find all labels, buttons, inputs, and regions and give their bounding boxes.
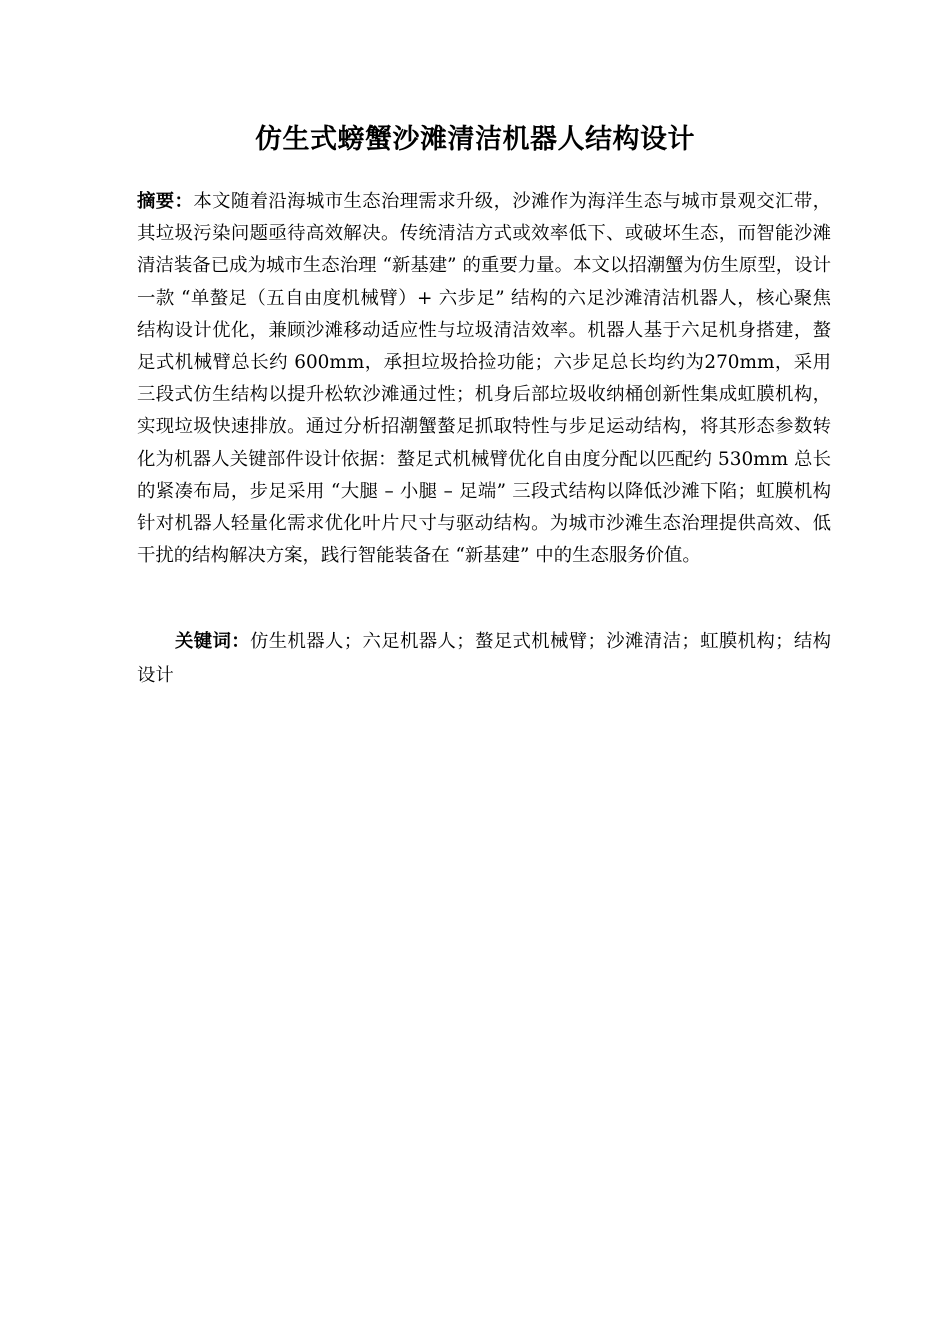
keywords-label: 关键词： <box>175 631 251 652</box>
abstract-label: 摘要： <box>137 191 194 212</box>
abstract-paragraph <box>137 186 831 572</box>
keywords-text: 仿生机器人；六足机器人；螯足式机械臂；沙滩清洁；虹膜机构；结构设计 <box>137 631 831 686</box>
paper-title: 仿生式螃蟹沙滩清洁机器人结构设计 <box>255 124 695 155</box>
abstract-text: 本文随着沿海城市生态治理需求升级，沙滩作为海洋生态与城市景观交汇带，其垃圾污染问题亟待高效解决。传统清洁方式或效率低下、或破坏生态，而智能沙滩清洁装备已成为城市生态治理 “新基建” 的重要力量。本文以招潮蟹为仿生原型，设计一款 “单螯足（五自由度机械臂）+ 六步足” 结构的六足沙滩清洁机器人，核心聚焦结构设计优化，兼顾沙滩移动适应性与垃圾清洁效率。机器人基于六足机身搭建，螯足式机械臂总长约 600mm，承担垃圾拾捡功能；六步足总长均约为270mm，采用三段式仿生结构以提升松软沙滩通过性；机身后部垃圾收纳桶创新性集成虹膜机构，实现垃圾快速排放。通过分析招潮蟹螯足抓取特性与步足运动结构，将其形态参数转化为机器人关键部件设计依据：螯足式机械臂优化自由度分配以匹配约 530mm 总长的紧凑布局，步足采用 “大腿 – 小腿 – 足端” 三段式结构以降低沙滩下陷；虹膜机构针对机器人轻量化需求优化叶片尺寸与驱动结构。为城市沙滩生态治理提供高效、低干扰的结构解决方案，践行智能装备在 “新基建” 中的生态服务价值。 <box>137 191 831 567</box>
keywords-paragraph <box>137 625 831 693</box>
